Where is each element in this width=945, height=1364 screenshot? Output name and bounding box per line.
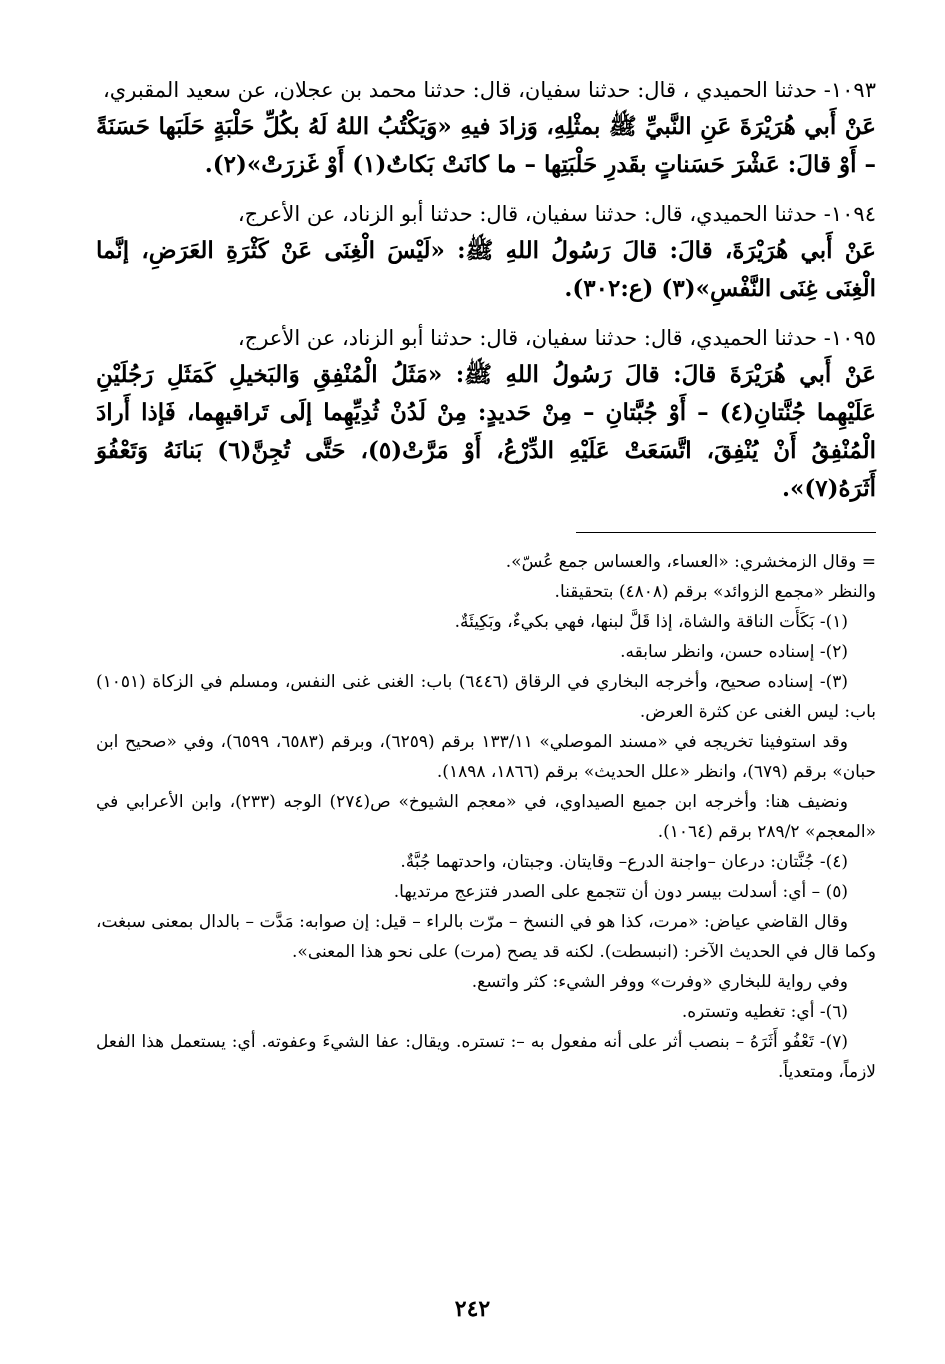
footnote-2: (٢)- إسناده حسن، وانظر سابقه. xyxy=(620,642,848,662)
footnote-5: (٥) – أي: أسدلت بيسر دون أن تتجمع على الصدر فتزعج مرتديها. xyxy=(393,882,848,902)
hadith-1095 xyxy=(96,320,876,508)
hadith-isnad: ١٠٩٣- حدثنا الحميدي ، قال: حدثنا سفيان، قال: حدثنا محمد بن عجلان، عن سعيد المقبري، xyxy=(103,78,876,102)
footnote-7: (٧)- تَعْفُو أَثَرَهُ – بنصب أثر على أنه مفعول به –: تستره. ويقال: عفا الشيءَ وعفوته. أي: يستعمل هذا الفعل لازماً، ومتعدياً. xyxy=(96,1032,876,1082)
hadith-1094 xyxy=(96,196,876,308)
footnote-line: وقد استوفينا تخريجه في «مسند الموصلي» ١٣٣/١١ برقم (٦٢٥٩)، وبرقم (٦٥٨٣، ٦٥٩٩)، وفي «صحيح ابن حبان» برقم (٦٧٩)، وانظر «علل الحديث» برقم (١٨٦٦، ١٨٩٨). xyxy=(96,732,876,782)
footnote-4: (٤)- جُنَّتان: درعان –واجنة الدرع– وقايتان. وجبتان، واحدتهما جُبَّةٌ. xyxy=(400,852,848,872)
footnote-line: وقال القاضي عياض: «مرت، كذا هو في النسخ – مرّت بالراء – قيل: إن صوابه: مَدَّت – بالدال بمعنى سبغت، وكما قال في الحديث الآخر: (انبسطت). لكنه قد يصح (مرت) على نحو هذا المعنى». xyxy=(96,912,876,962)
hadith-matn: عَنْ أَبي هُرَيْرَةَ عَنِ النَّبيِّ ﷺ بمثْلِهِ، وَزادَ فيهِ «وَيَكْتُبُ اللهُ لَهُ بكُلِّ حَلْبَةٍ حَلَبَها حَسَنَةً – أَوْ قالَ: عَشْرَ حَسَناتٍ بقَدرِ حَلْبَتِها – ما كانَتْ بَكاتٌ(١) أَوْ غَزرَتْ»(٢). xyxy=(96,113,876,178)
hadith-1093 xyxy=(96,72,876,184)
footnote-line: ونضيف هنا: وأخرجه ابن جميع الصيداوي، في «معجم الشيوخ» ص(٢٧٤) الوجه (٢٣٣)، وابن الأعرابي في «المعجم» ٢٨٩/٢ برقم (١٠٦٤). xyxy=(96,792,876,842)
footnote-3: (٣)- إسناده صحيح، وأخرجه البخاري في الرقاق (٦٤٤٦) باب: الغنى غنى النفس، ومسلم في الزكاة (١٠٥١) باب: ليس الغنى عن كثرة العرض. xyxy=(96,672,876,722)
footnote-6: (٦)- أي: تغطيه وتستره. xyxy=(681,1002,848,1022)
footnote-line: والنظر «مجمع الزوائد» برقم (٤٨٠٨) بتحقيقنا. xyxy=(554,582,876,602)
page-body xyxy=(96,72,876,1087)
hadith-matn: عَنْ أَبي هُرَيْرَةَ، قالَ: قالَ رَسُولُ اللهِ ﷺ: «لَيْسَ الْغِنَى عَنْ كَثْرَةِ العَرَضِ، إنَّما الْغِنَى غِنَى النَّفْسِ»(٣) (ع:٣٠٢). xyxy=(96,237,876,302)
hadith-matn: عَنْ أَبي هُرَيْرَةَ قالَ: قالَ رَسُولُ اللهِ ﷺ: «مَثَلُ الْمُنْفِقِ وَالبَخيلِ كَمَثَلِ رَجُلَيْنِ عَلَيْهِما جُنَّتانِ(٤) – أَوْ جُبَّتانِ – مِنْ حَديدٍ: مِنْ لَدُنْ ثُدِيِّهِما إلَى تَراقيهِما، فَإذا أَرادَ الْمُنْفِقُ أَنْ يُنْفِقَ، اتَّسَعَتْ عَلَيْهِ الدِّرْعُ، أَوْ مَرَّتْ(٥)، حَتَّى تُجِنَّ(٦) بَنانَهُ وَتَعْفُوَ أَثَرَهُ(٧)». xyxy=(96,361,877,502)
footnote-separator xyxy=(576,532,876,533)
hadith-isnad: ١٠٩٥- حدثنا الحميدي، قال: حدثنا سفيان، قال: حدثنا أبو الزناد، عن الأعرج، xyxy=(237,326,876,350)
footnote-line: وفي رواية للبخاري «وفرت» ووفر الشيء: كثر واتسع. xyxy=(471,972,848,992)
page-number: ٢٤٢ xyxy=(454,1296,491,1322)
footnote-1: (١)- بَكَأَت الناقة والشاة، إذا قَلَّ لبنها، فهي بكيءٌ، وبَكِيئَةٌ. xyxy=(454,612,848,632)
footnote-line: = وقال الزمخشري: «العساء، والعساس جمع عُسّ». xyxy=(505,552,876,572)
hadith-isnad: ١٠٩٤- حدثنا الحميدي، قال: حدثنا سفيان، قال: حدثنا أبو الزناد، عن الأعرج، xyxy=(237,202,876,226)
footnotes xyxy=(96,547,876,1087)
